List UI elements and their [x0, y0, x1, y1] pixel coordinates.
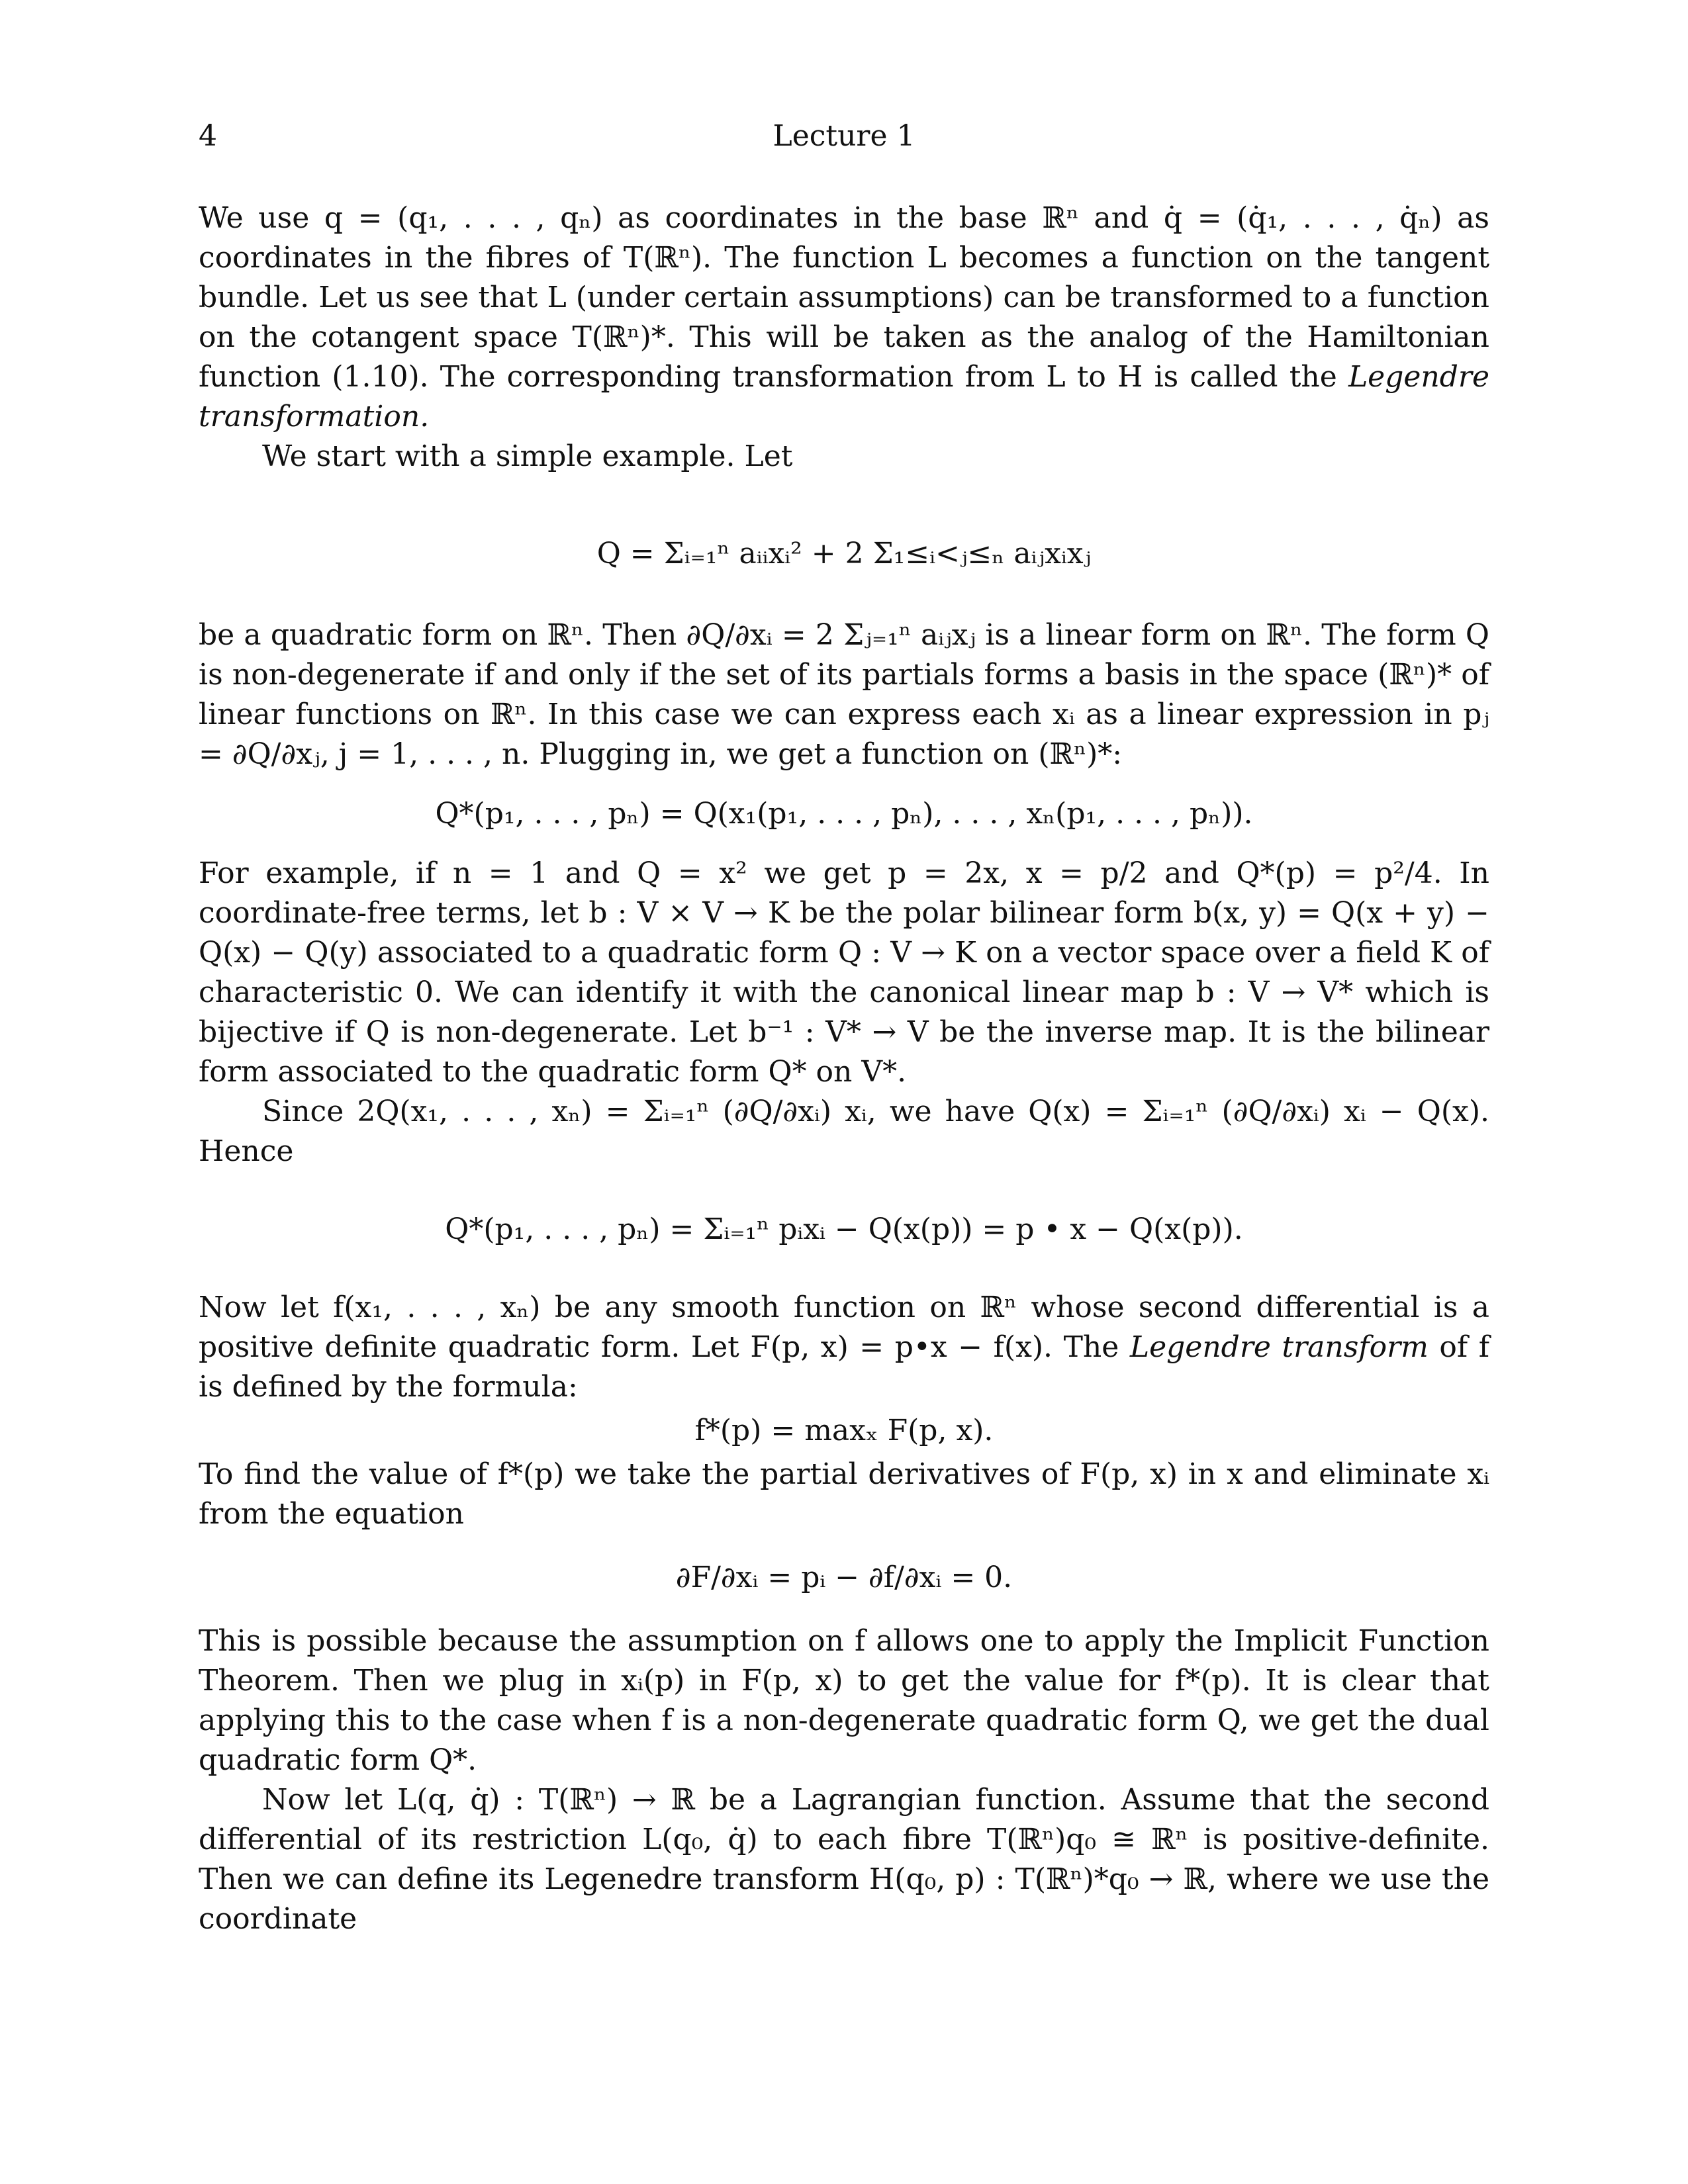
- paragraph-4: For example, if n = 1 and Q = x² we get p = 2x, x = p/2 and Q*(p) = p²/4. In coordinate-free terms, let b : V × V → K be the polar bilinear form b(x, y) = Q(x + y) − Q(x) − Q(y) associated to a quadratic form Q : V → K on a vector space over a field K of characteristic 0. We can identify it with the canonical linear map b : V → V* which is bijective if Q is non-degenerate. Let b⁻¹ : V* → V be the inverse map. It is the bilinear form associated to the quadratic form Q* on V*.: [199, 856, 1489, 1089]
- equation-dual-expression: Q*(p₁, . . . , pₙ) = Σᵢ₌₁ⁿ pᵢxᵢ − Q(x(p)) = p • x − Q(x(p)).: [445, 1212, 1243, 1246]
- equation-partial-derivative: ∂F/∂xᵢ = pᵢ − ∂f/∂xᵢ = 0.: [675, 1561, 1013, 1594]
- text-run: Now let f(x₁, . . . , xₙ) be any smooth function on ℝⁿ whose second differential is a positive definite quadratic form. Let F(p, x) = p•x − f(x). The: [199, 1291, 1489, 1364]
- paragraph-2: We start with a simple example. Let: [262, 439, 793, 473]
- page-number: 4: [199, 119, 217, 153]
- paragraph-8: This is possible because the assumption on f allows one to apply the Implicit Function Theorem. Then we plug in xᵢ(p) in F(p, x) to get the value for f*(p). It is clear that applying this to the case when f is a non-degenerate quadratic form Q, we get the dual quadratic form Q*.: [199, 1624, 1489, 1777]
- text-run: of f is defined by the formula:: [199, 1330, 1489, 1404]
- paragraph-7: To find the value of f*(p) we take the partial derivatives of F(p, x) in x and eliminate xᵢ from the equation: [199, 1457, 1489, 1531]
- equation-dual-form: Q*(p₁, . . . , pₙ) = Q(x₁(p₁, . . . , pₙ), . . . , xₙ(p₁, . . . , pₙ)).: [435, 797, 1253, 831]
- emphasis-legendre-transform: Legendre transform: [1129, 1330, 1429, 1364]
- running-title: Lecture 1: [773, 119, 915, 153]
- paragraph-9: Now let L(q, q̇) : T(ℝⁿ) → ℝ be a Lagrangian function. Assume that the second differential of its restriction L(q₀, q̇) to each fibre T(ℝⁿ)q₀ ≅ ℝⁿ is positive-definite. Then we can define its Legenedre transform H(q₀, p) : T(ℝⁿ)*q₀ → ℝ, where we use the coordinate: [199, 1783, 1489, 1936]
- equation-legendre-max: f*(p) = maxₓ F(p, x).: [694, 1414, 994, 1447]
- emphasis-legendre-transformation: Legendre transformation.: [199, 360, 1489, 433]
- equation-quadratic-form: Q = Σᵢ₌₁ⁿ aᵢᵢxᵢ² + 2 Σ₁≤ᵢ<ⱼ≤ₙ aᵢⱼxᵢxⱼ: [596, 537, 1092, 570]
- paragraph-1: [199, 199, 1489, 437]
- paragraph-5: Since 2Q(x₁, . . . , xₙ) = Σᵢ₌₁ⁿ (∂Q/∂xᵢ) xᵢ, we have Q(x) = Σᵢ₌₁ⁿ (∂Q/∂xᵢ) xᵢ − Q(x). Hence: [199, 1095, 1489, 1168]
- text-run: We use q = (q₁, . . . , qₙ) as coordinates in the base ℝⁿ and q̇ = (q̇₁, . . . , q̇ₙ) as coordinates in the fibres of T(ℝⁿ). The function L becomes a function on the tangent bundle. Let us see that L (under certain assumptions) can be transformed to a function on the cotangent space T(ℝⁿ)*. This will be taken as the analog of the Hamiltonian function (1.10). The corresponding transformation from L to H is called the: [199, 201, 1489, 394]
- running-header: [199, 119, 1489, 159]
- paragraph-6: [199, 1288, 1489, 1407]
- page-body: [199, 199, 1489, 1939]
- paragraph-3: be a quadratic form on ℝⁿ. Then ∂Q/∂xᵢ = 2 Σⱼ₌₁ⁿ aᵢⱼxⱼ is a linear form on ℝⁿ. The form Q is non-degenerate if and only if the set of its partials forms a basis in the space (ℝⁿ)* of linear functions on ℝⁿ. In this case we can express each xᵢ as a linear expression in pⱼ = ∂Q/∂xⱼ, j = 1, . . . , n. Plugging in, we get a function on (ℝⁿ)*:: [199, 618, 1489, 771]
